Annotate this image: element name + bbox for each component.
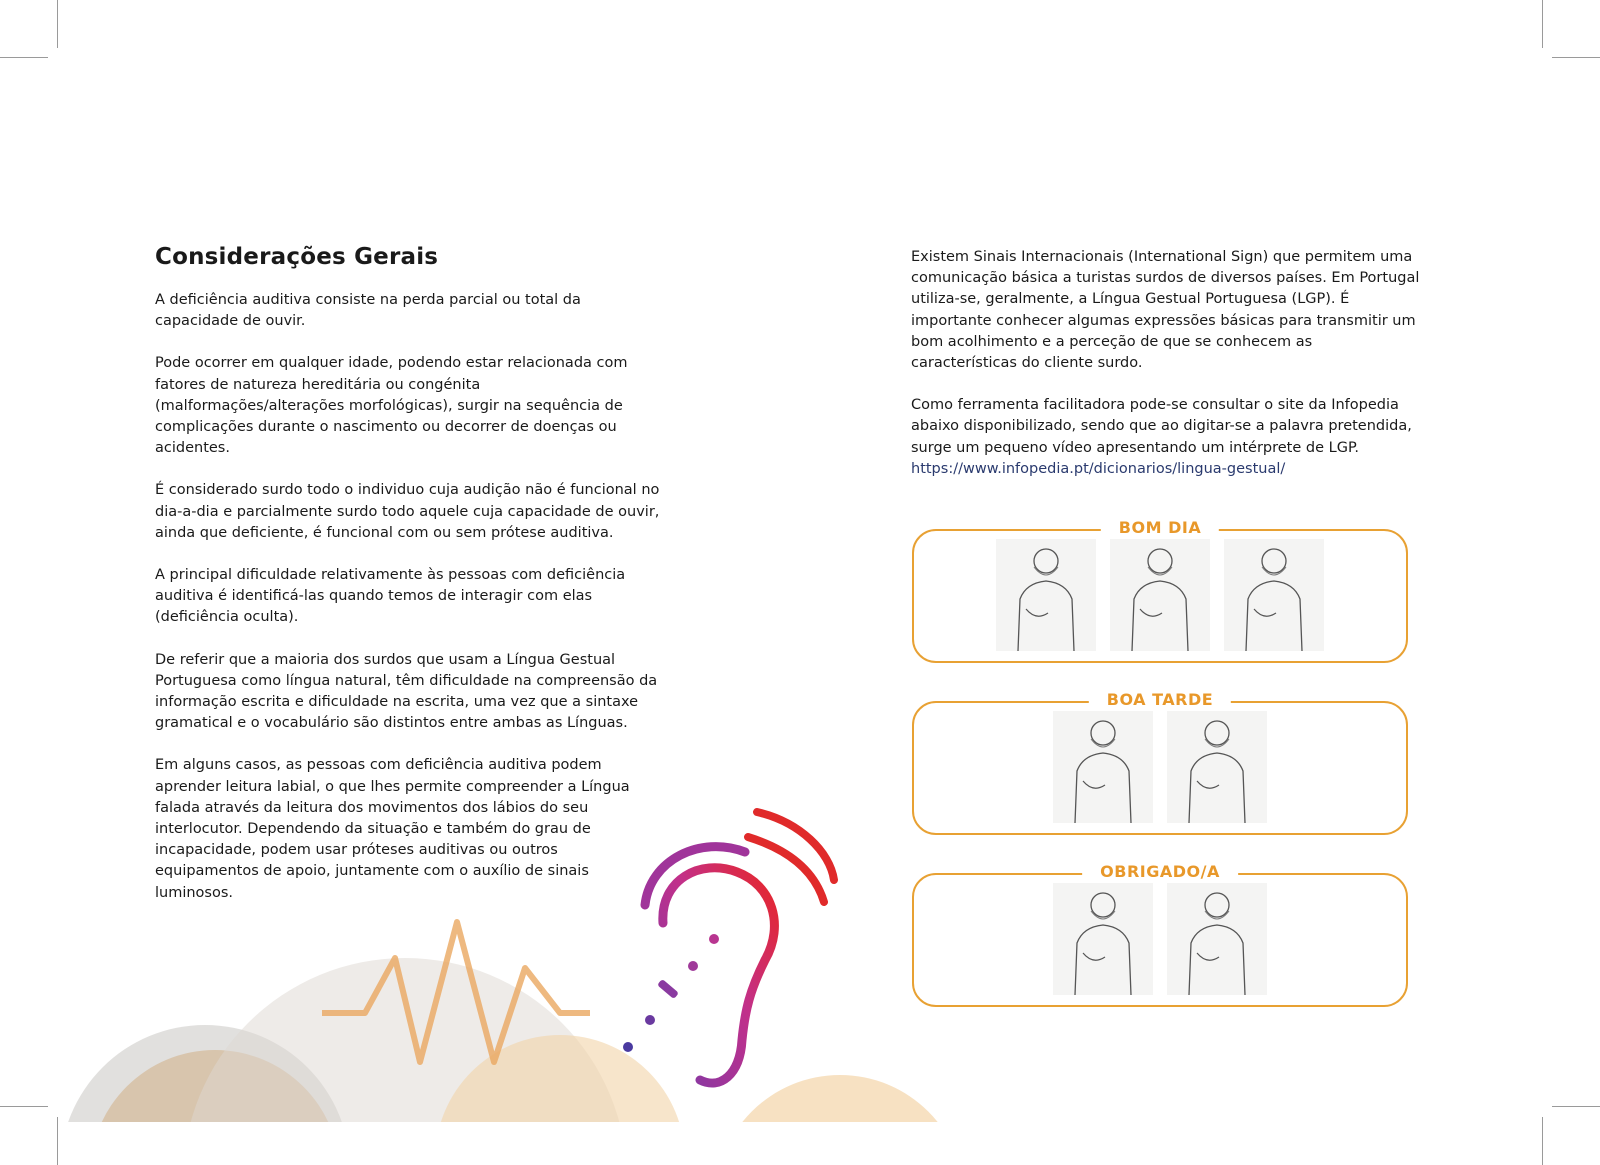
paragraph: A deficiência auditiva consiste na perda parcial ou total da capacidade de ouvir. (155, 292, 581, 330)
right-column (911, 247, 1421, 501)
sign-illustration (1110, 539, 1210, 651)
sign-figures (914, 711, 1406, 823)
person-sketch-icon (1167, 711, 1267, 823)
sign-figures (914, 539, 1406, 651)
sign-box-obrigado (912, 862, 1408, 1007)
person-sketch-icon (1167, 883, 1267, 995)
paragraph: Existem Sinais Internacionais (International Sign) que permitem uma comunicação básica a turistas surdos de diversos países. Em Portugal utiliza-se, geralmente, a Língua Gestual Portuguesa (LGP). É importante conhecer algumas expressões básicas para transmitir um bom acolhimento e a perceção de que se conhecem as características do cliente surdo. (911, 249, 1420, 372)
deco-circle (715, 1075, 965, 1165)
person-sketch-icon (1053, 711, 1153, 823)
ear-dot (709, 934, 719, 944)
paragraph: Como ferramenta facilitadora pode-se consultar o site da Infopedia abaixo disponibilizado, sendo que ao digitar-se a palavra pretendida, surge um pequeno vídeo apresentando um intérprete de LGP. (911, 397, 1412, 456)
sign-label: BOM DIA (1101, 518, 1219, 537)
person-sketch-icon (996, 539, 1096, 651)
sign-label: BOA TARDE (1089, 690, 1231, 709)
sign-illustration (1053, 711, 1153, 823)
paragraph: De referir que a maioria dos surdos que usam a Língua Gestual Portuguesa como língua natural, têm dificuldade na compreensão da informação escrita e dificuldade na escrita, uma vez que a sintaxe gramatical e o vocabulário são distintos entre ambas as Línguas. (155, 651, 658, 732)
paragraph: É considerado surdo todo o individuo cuja audição não é funcional no dia-a-dia e parcialmente surdo todo aquele cuja capacidade de ouvir, ainda que deficiente, é funcional com ou sem prótese auditiva. (155, 482, 660, 541)
sign-box-boa-tarde (912, 690, 1408, 835)
person-sketch-icon (1110, 539, 1210, 651)
ear-dot (688, 961, 698, 971)
sign-illustration (1224, 539, 1324, 651)
page-title: Considerações Gerais (155, 244, 439, 270)
ear-dot (645, 1015, 655, 1025)
infopedia-link-line (911, 459, 1421, 480)
sign-illustration (996, 539, 1096, 651)
ear-dot (623, 1042, 633, 1052)
sign-illustration (1053, 883, 1153, 995)
ear-shape (663, 868, 775, 1083)
infopedia-link[interactable]: https://www.infopedia.pt/dicionarios/lingua-gestual/ (911, 460, 1286, 477)
sign-illustration (1167, 883, 1267, 995)
paragraph: Em alguns casos, as pessoas com deficiência auditiva podem aprender leitura labial, o que lhes permite compreender a Língua falada através da leitura dos movimentos dos lábios do seu interlocutor. Dependendo da situação e também do grau de incapacidade, podem usar próteses auditivas ou outros equipamentos de apoio, juntamente com o auxílio de sinais luminosos. (155, 757, 630, 901)
left-column (155, 244, 665, 925)
person-sketch-icon (1224, 539, 1324, 651)
paragraph: Pode ocorrer em qualquer idade, podendo estar relacionada com fatores de natureza hereditária ou congénita (malformações/alterações morfológicas), surgir na sequência de complicações durante o nascimento ou decorrer de doenças ou acidentes. (155, 355, 628, 457)
sign-figures (914, 883, 1406, 995)
sign-illustration (1167, 711, 1267, 823)
person-sketch-icon (1053, 883, 1153, 995)
paragraph: A principal dificuldade relativamente às pessoas com deficiência auditiva é identificá-las quando temos de interagir com elas (deficiência oculta). (155, 567, 626, 626)
sign-label: OBRIGADO/A (1082, 862, 1238, 881)
sign-box-bom-dia (912, 518, 1408, 663)
ear-dash (657, 979, 679, 999)
